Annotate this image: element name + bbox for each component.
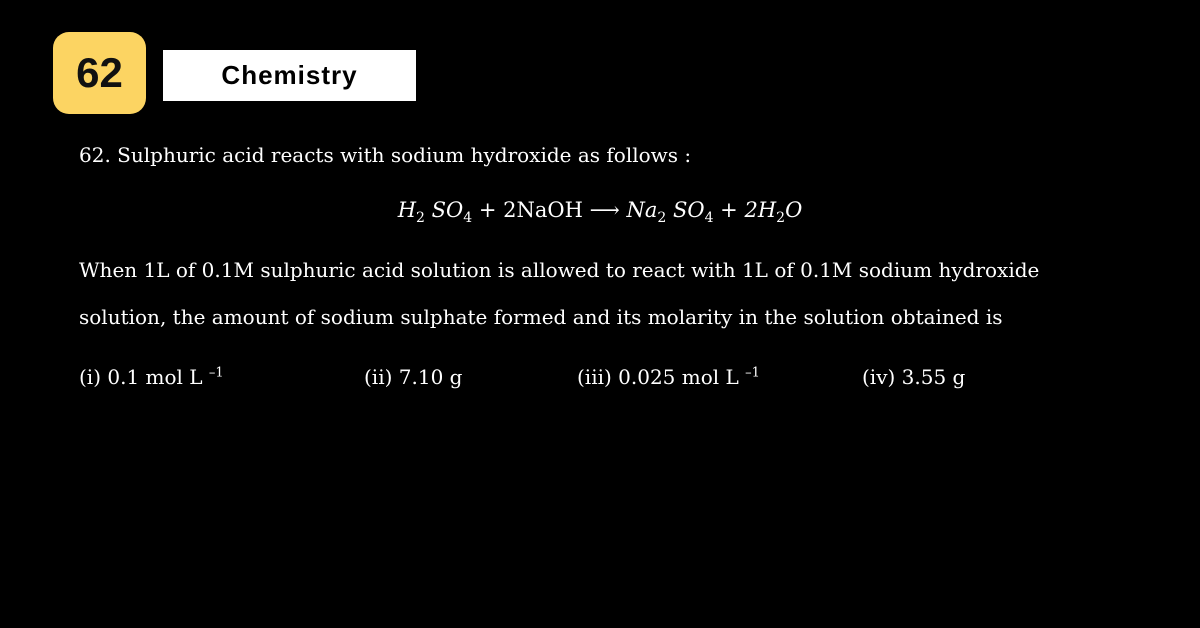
option-2-text: (ii) 7.10 g — [364, 365, 463, 389]
eq-so4-2-sub: 4 — [704, 210, 714, 227]
option-3-exponent: –1 — [745, 365, 760, 381]
question-text-line-2: solution, the amount of sodium sulphate formed and its molarity in the solution obtained is — [79, 305, 1003, 329]
option-1-exponent: –1 — [208, 365, 224, 381]
eq-so4-1: SO — [431, 198, 464, 222]
reaction-arrow: ⟶ — [589, 198, 620, 222]
option-3-text: (iii) 0.025 mol L — [577, 365, 746, 389]
subject-label: Chemistry — [163, 50, 416, 101]
option-1 — [79, 365, 224, 389]
eq-naoh: 2NaOH — [503, 198, 583, 222]
question-text-line-1: When 1L of 0.1M sulphuric acid solution is allowed to react with 1L of 0.1M sodium hydroxide — [79, 258, 1040, 282]
option-4 — [862, 365, 965, 389]
eq-h2o-sub: 2 — [776, 210, 786, 227]
eq-h-sub: 2 — [416, 210, 425, 227]
option-3 — [577, 365, 760, 389]
option-1-text: (i) 0.1 mol L — [79, 365, 209, 389]
eq-so4-1-sub: 4 — [463, 210, 473, 227]
eq-plus-2: + — [720, 198, 738, 222]
eq-so4-2: SO — [672, 198, 705, 222]
question-number-badge: 62 — [53, 32, 146, 114]
eq-h2o-prefix: 2H — [744, 198, 777, 222]
option-4-text: (iv) 3.55 g — [862, 365, 966, 389]
eq-na: Na — [626, 198, 658, 222]
option-2 — [364, 365, 462, 389]
eq-na-sub: 2 — [657, 210, 667, 227]
eq-h: H — [397, 198, 417, 222]
chemical-equation — [0, 198, 1200, 226]
eq-h2o-suffix: O — [785, 198, 803, 222]
eq-plus-1: + — [478, 198, 497, 222]
question-intro: 62. Sulphuric acid reacts with sodium hydroxide as follows : — [79, 143, 692, 167]
